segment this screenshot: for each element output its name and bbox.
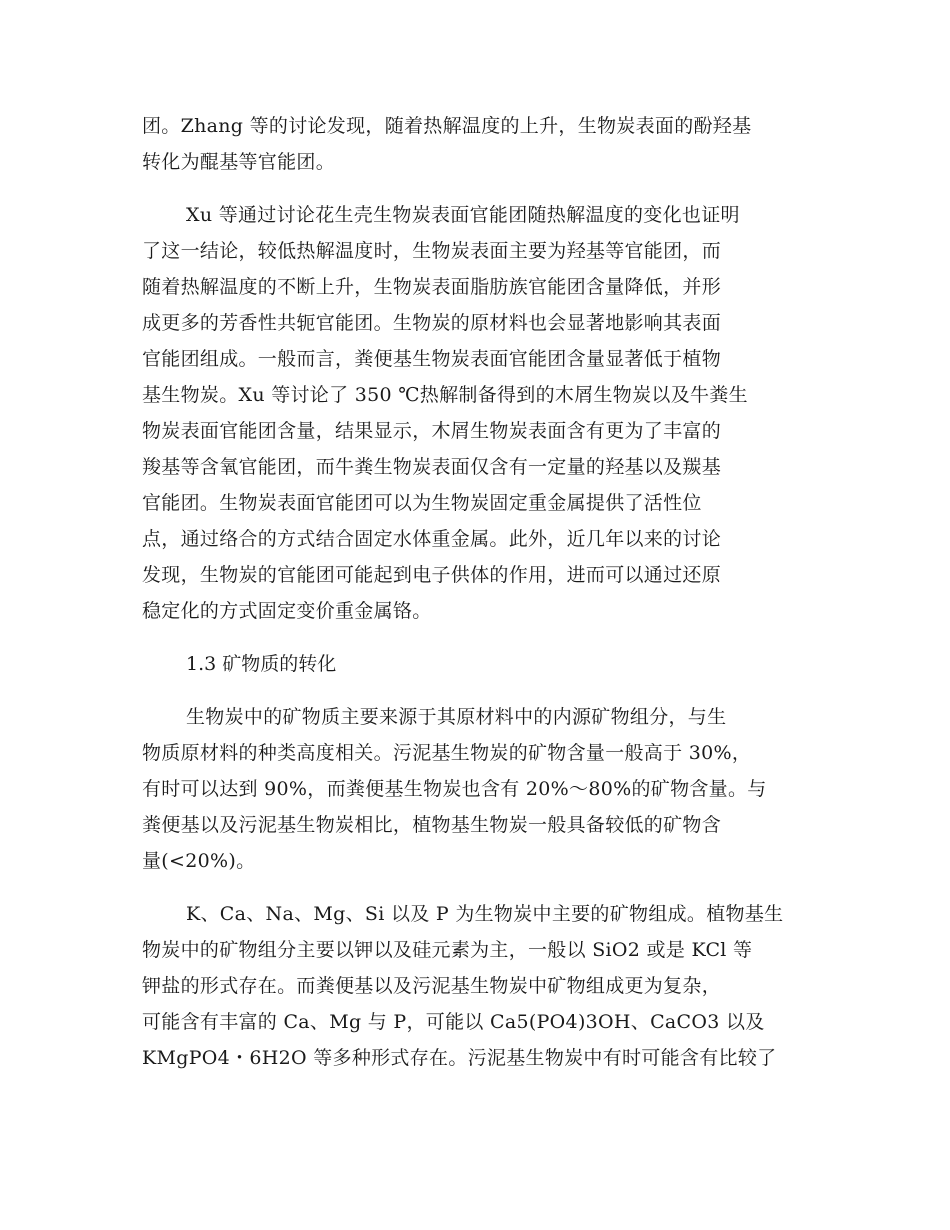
text-line: Xu 等通过讨论花生壳生物炭表面官能团随热解温度的变化也证明 (186, 204, 740, 226)
text-line: 随着热解温度的不断上升，生物炭表面脂肪族官能团含量降低，并形 (142, 276, 722, 298)
text-line: 成更多的芳香性共轭官能团。生物炭的原材料也会显著地影响其表面 (142, 312, 722, 334)
text-line: K、Ca、Na、Mg、Si 以及 P 为生物炭中主要的矿物组成。植物基生 (186, 903, 784, 925)
text-line: KMgPO4・6H2O 等多种形式存在。污泥基生物炭中有时可能含有比较了 (142, 1047, 777, 1069)
text-line: 物炭中的矿物组分主要以钾以及硅元素为主，一般以 SiO2 或是 KCl 等 (142, 939, 753, 961)
text-line: 了这一结论，较低热解温度时，生物炭表面主要为羟基等官能团，而 (142, 240, 722, 262)
text-line: 团。Zhang 等的讨论发现，随着热解温度的上升，生物炭表面的酚羟基 (142, 115, 752, 137)
text-line: 物炭表面官能团含量，结果显示，木屑生物炭表面含有更为了丰富的 (142, 420, 722, 442)
text-line: 物质原材料的种类高度相关。污泥基生物炭的矿物含量一般高于 30%， (142, 742, 752, 764)
text-line: 粪便基以及污泥基生物炭相比，植物基生物炭一般具备较低的矿物含 (142, 814, 722, 836)
text-line: 发现，生物炭的官能团可能起到电子供体的作用，进而可以通过还原 (142, 564, 722, 586)
section-heading: 1.3 矿物质的转化 (186, 653, 337, 675)
text-line: 基生物炭。Xu 等讨论了 350 ℃热解制备得到的木屑生物炭以及牛粪生 (142, 384, 748, 406)
text-line: 有时可以达到 90%，而粪便基生物炭也含有 20%～80%的矿物含量。与 (142, 778, 767, 800)
text-line: 羧基等含氧官能团，而牛粪生物炭表面仅含有一定量的羟基以及羰基 (142, 456, 722, 478)
text-line: 官能团组成。一般而言，粪便基生物炭表面官能团含量显著低于植物 (142, 348, 722, 370)
text-line: 点，通过络合的方式结合固定水体重金属。此外，近几年以来的讨论 (142, 528, 722, 550)
text-line: 量(<20%)。 (142, 850, 256, 872)
text-line: 转化为醌基等官能团。 (142, 151, 336, 173)
text-line: 可能含有丰富的 Ca、Mg 与 P，可能以 Ca5(PO4)3OH、CaCO3 以及 (142, 1011, 765, 1033)
text-line: 官能团。生物炭表面官能团可以为生物炭固定重金属提供了活性位 (142, 492, 702, 514)
text-line: 稳定化的方式固定变价重金属铬。 (142, 600, 432, 622)
text-line: 钾盐的形式存在。而粪便基以及污泥基生物炭中矿物组成更为复杂， (142, 975, 722, 997)
text-line: 生物炭中的矿物质主要来源于其原材料中的内源矿物组分，与生 (186, 706, 727, 728)
